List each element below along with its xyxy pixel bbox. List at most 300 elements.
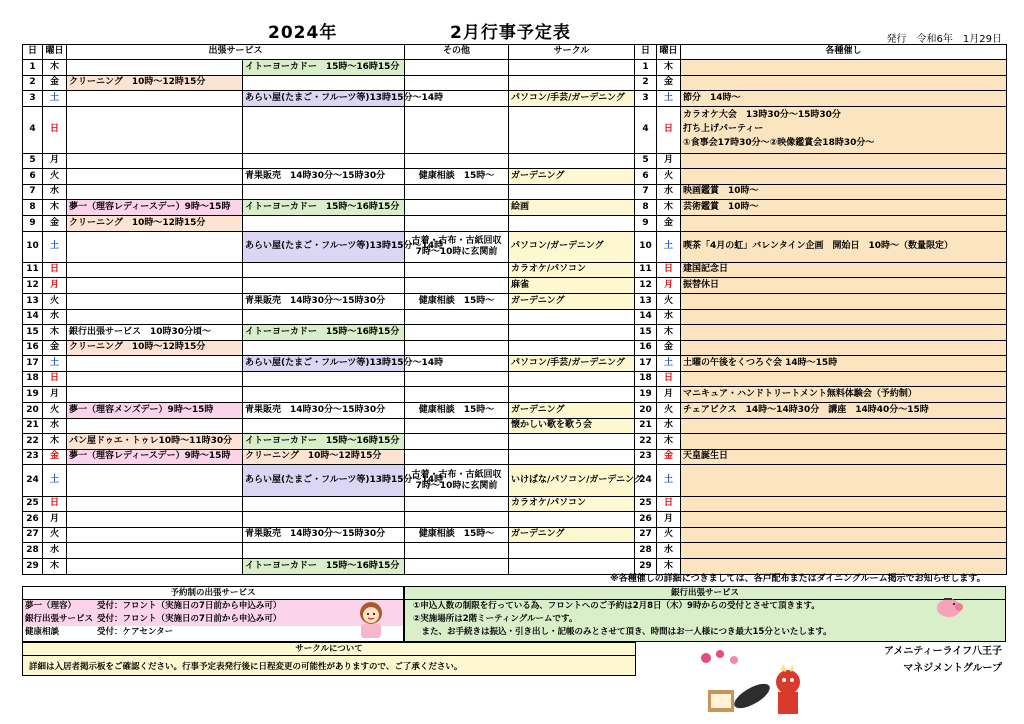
weekday-cell: 月 <box>657 153 681 169</box>
other-cell <box>405 106 509 153</box>
weekday-cell: 日 <box>657 106 681 153</box>
outreach-b-cell: あらい屋(たまご・フルーツ等)13時15分～14時 <box>243 91 405 107</box>
weekday-cell: 火 <box>657 527 681 543</box>
event-cell <box>681 293 1007 309</box>
outreach-b-cell: イトーヨーカドー 15時～16時15分 <box>243 434 405 450</box>
other-cell <box>405 512 509 528</box>
day-cell: 20 <box>23 403 43 419</box>
event-cell <box>681 60 1007 76</box>
day-cell: 13 <box>23 293 43 309</box>
outreach-a-cell: 夢一（理容メンズデー）9時～15時 <box>67 403 243 419</box>
event-cell: マニキュア・ハンドトリートメント無料体験会（予約制） <box>681 387 1007 403</box>
table-row <box>23 60 1007 76</box>
day-cell: 25 <box>23 496 43 512</box>
col-weekday: 曜日 <box>43 45 67 60</box>
weekday-cell: 水 <box>657 309 681 325</box>
event-cell: 建国記念日 <box>681 262 1007 278</box>
other-cell <box>405 262 509 278</box>
table-row <box>23 449 1007 465</box>
table-row <box>23 496 1007 512</box>
day-cell: 13 <box>635 293 657 309</box>
weekday-cell: 月 <box>657 387 681 403</box>
other-cell <box>405 325 509 341</box>
weekday-cell: 土 <box>657 465 681 496</box>
event-cell <box>681 543 1007 559</box>
other-cell <box>405 215 509 231</box>
table-row <box>23 200 1007 216</box>
other-cell: 健康相談 15時～ <box>405 169 509 185</box>
circle-cell <box>509 184 635 200</box>
outreach-a-cell: パン屋ドゥエ・トゥレ10時～11時30分 <box>67 434 243 450</box>
other-cell <box>405 75 509 91</box>
weekday-cell: 木 <box>43 200 67 216</box>
other-cell <box>405 418 509 434</box>
day-cell: 29 <box>635 559 657 575</box>
table-row <box>23 387 1007 403</box>
weekday-cell: 木 <box>657 559 681 575</box>
day-cell: 26 <box>23 512 43 528</box>
outreach-a-cell <box>67 465 243 496</box>
bank-title: 銀行出張サービス <box>405 587 1005 600</box>
col-other: その他 <box>405 45 509 60</box>
day-cell: 2 <box>23 75 43 91</box>
table-row <box>23 153 1007 169</box>
bank-line: ①申込人数の制限を行っている為、フロントへのご予約は2月8日（木）9時からの受付とさせて頂きます。 <box>413 601 820 611</box>
day-cell: 23 <box>23 449 43 465</box>
other-cell <box>405 434 509 450</box>
day-cell: 16 <box>23 340 43 356</box>
table-row <box>23 278 1007 294</box>
other-cell <box>405 278 509 294</box>
other-cell <box>405 153 509 169</box>
weekday-cell: 土 <box>657 91 681 107</box>
day-cell: 19 <box>23 387 43 403</box>
outreach-a-cell <box>67 387 243 403</box>
weekday-cell: 土 <box>43 356 67 372</box>
outreach-b-cell: クリーニング 10時～12時15分 <box>243 449 405 465</box>
weekday-cell: 木 <box>657 60 681 76</box>
other-cell <box>405 496 509 512</box>
weekday-cell: 日 <box>657 262 681 278</box>
weekday-cell: 金 <box>657 75 681 91</box>
weekday-cell: 火 <box>43 403 67 419</box>
circle-cell: カラオケ/パソコン <box>509 262 635 278</box>
event-cell: 振替休日 <box>681 278 1007 294</box>
weekday-cell: 日 <box>657 371 681 387</box>
outreach-a-cell: 夢一（理容レディースデー）9時～15時 <box>67 200 243 216</box>
day-cell: 3 <box>23 91 43 107</box>
day-cell: 2 <box>635 75 657 91</box>
table-row <box>23 512 1007 528</box>
circle-cell: ガーデニング <box>509 169 635 185</box>
event-cell <box>681 309 1007 325</box>
day-cell: 21 <box>635 418 657 434</box>
weekday-cell: 水 <box>657 184 681 200</box>
weekday-cell: 木 <box>43 325 67 341</box>
col-events: 各種催し <box>681 45 1007 60</box>
weekday-cell: 月 <box>43 387 67 403</box>
weekday-cell: 土 <box>43 91 67 107</box>
day-cell: 1 <box>23 60 43 76</box>
weekday-cell: 月 <box>43 153 67 169</box>
table-row <box>23 527 1007 543</box>
reservation-box <box>22 586 404 642</box>
event-cell <box>681 153 1007 169</box>
day-cell: 5 <box>635 153 657 169</box>
table-row <box>23 543 1007 559</box>
outreach-a-cell: クリーニング 10時～12時15分 <box>67 340 243 356</box>
outreach-a-cell <box>67 91 243 107</box>
table-row <box>23 340 1007 356</box>
weekday-cell: 金 <box>43 75 67 91</box>
circle-cell <box>509 309 635 325</box>
outreach-b-cell: あらい屋(たまご・フルーツ等)13時15分～14時 <box>243 465 405 496</box>
circle-cell: 麻雀 <box>509 278 635 294</box>
table-row <box>23 184 1007 200</box>
circle-cell <box>509 512 635 528</box>
table-row <box>23 371 1007 387</box>
outreach-b-cell <box>243 340 405 356</box>
other-cell: 古着・古布・古紙回収 7時～10時に玄関前 <box>405 465 509 496</box>
outreach-a-cell <box>67 418 243 434</box>
outreach-b-cell <box>243 512 405 528</box>
circle-cell <box>509 75 635 91</box>
day-cell: 6 <box>23 169 43 185</box>
other-cell <box>405 309 509 325</box>
outreach-a-cell <box>67 496 243 512</box>
day-cell: 9 <box>635 215 657 231</box>
day-cell: 7 <box>23 184 43 200</box>
day-cell: 6 <box>635 169 657 185</box>
bank-box <box>404 586 1006 642</box>
day-cell: 1 <box>635 60 657 76</box>
weekday-cell: 土 <box>43 465 67 496</box>
circle-cell <box>509 371 635 387</box>
weekday-cell: 金 <box>657 449 681 465</box>
other-cell: 古着・古布・古紙回収 7時～10時に玄関前 <box>405 231 509 262</box>
circle-cell <box>509 325 635 341</box>
event-cell <box>681 527 1007 543</box>
col-circle: サークル <box>509 45 635 60</box>
circle-cell <box>509 387 635 403</box>
weekday-cell: 木 <box>43 559 67 575</box>
circle-cell <box>509 215 635 231</box>
other-cell <box>405 387 509 403</box>
day-cell: 9 <box>23 215 43 231</box>
bank-line: また、お手続きは振込・引き出し・記帳のみとさせて頂き、時間はお一人様につき最大15分といたします。 <box>413 627 832 637</box>
event-cell: 土曜の午後をくつろぐ会 14時～15時 <box>681 356 1007 372</box>
weekday-cell: 金 <box>43 340 67 356</box>
day-cell: 20 <box>635 403 657 419</box>
outreach-a-cell: クリーニング 10時～12時15分 <box>67 215 243 231</box>
other-cell <box>405 543 509 559</box>
weekday-cell: 火 <box>657 293 681 309</box>
weekday-cell: 金 <box>657 215 681 231</box>
table-header <box>23 45 1007 60</box>
weekday-cell: 水 <box>43 309 67 325</box>
outreach-b-cell <box>243 184 405 200</box>
weekday-cell: 月 <box>657 512 681 528</box>
day-cell: 28 <box>635 543 657 559</box>
outreach-a-cell <box>67 231 243 262</box>
circle-cell <box>509 543 635 559</box>
events-note: ※各種催しの詳細につきましては、各戸配布またはダイニングルーム掲示でお知らせします。 <box>610 574 986 584</box>
outreach-b-cell: 青果販売 14時30分～15時30分 <box>243 403 405 419</box>
weekday-cell: 土 <box>657 356 681 372</box>
day-cell: 11 <box>635 262 657 278</box>
company-name: アメニティーライフ八王子 <box>884 646 1002 657</box>
weekday-cell: 火 <box>43 527 67 543</box>
circle-cell <box>509 449 635 465</box>
day-cell: 19 <box>635 387 657 403</box>
company-group: マネジメントグループ <box>903 663 1002 674</box>
day-cell: 15 <box>635 325 657 341</box>
outreach-a-cell <box>67 184 243 200</box>
weekday-cell: 金 <box>43 449 67 465</box>
outreach-b-cell <box>243 262 405 278</box>
event-cell <box>681 465 1007 496</box>
day-cell: 17 <box>23 356 43 372</box>
day-cell: 10 <box>635 231 657 262</box>
bank-line: ②実施場所は2階ミーティングルームです。 <box>413 614 578 624</box>
other-cell <box>405 449 509 465</box>
outreach-a-cell <box>67 356 243 372</box>
table-row <box>23 465 1007 496</box>
weekday-cell: 木 <box>43 60 67 76</box>
day-cell: 29 <box>23 559 43 575</box>
day-cell: 7 <box>635 184 657 200</box>
other-cell: 健康相談 15時～ <box>405 527 509 543</box>
outreach-b-cell <box>243 215 405 231</box>
table-row <box>23 262 1007 278</box>
other-cell: 健康相談 15時～ <box>405 293 509 309</box>
weekday-cell: 水 <box>43 543 67 559</box>
day-cell: 26 <box>635 512 657 528</box>
circle-info-box <box>22 642 636 676</box>
reservation-title: 予約制の出張サービス <box>23 587 403 600</box>
weekday-cell: 水 <box>43 184 67 200</box>
other-cell <box>405 200 509 216</box>
outreach-b-cell <box>243 387 405 403</box>
outreach-b-cell: イトーヨーカドー 15時～16時15分 <box>243 325 405 341</box>
outreach-a-cell <box>67 559 243 575</box>
outreach-a-cell <box>67 106 243 153</box>
other-cell <box>405 559 509 575</box>
year-title: 2024年 <box>268 23 338 43</box>
circle-cell: カラオケ/パソコン <box>509 496 635 512</box>
weekday-cell: 木 <box>43 434 67 450</box>
table-row <box>23 231 1007 262</box>
page-title: 2月行事予定表 <box>450 23 571 43</box>
outreach-a-cell: クリーニング 10時～12時15分 <box>67 75 243 91</box>
event-cell <box>681 496 1007 512</box>
reservation-row: 夢一（理容） 受付：フロント（実施日の7日前から申込み可） <box>23 600 403 613</box>
day-cell: 24 <box>23 465 43 496</box>
outreach-b-cell <box>243 496 405 512</box>
day-cell: 12 <box>635 278 657 294</box>
weekday-cell: 火 <box>657 169 681 185</box>
event-cell <box>681 512 1007 528</box>
outreach-a-cell <box>67 262 243 278</box>
col-day-2: 日 <box>635 45 657 60</box>
circle-cell: ガーデニング <box>509 403 635 419</box>
outreach-b-cell: 青果販売 14時30分～15時30分 <box>243 293 405 309</box>
event-cell: チェアビクス 14時～14時30分 講座 14時40分～15時 <box>681 403 1007 419</box>
table-row <box>23 169 1007 185</box>
day-cell: 11 <box>23 262 43 278</box>
outreach-a-cell <box>67 60 243 76</box>
outreach-b-cell <box>243 153 405 169</box>
weekday-cell: 土 <box>43 231 67 262</box>
outreach-b-cell: あらい屋(たまご・フルーツ等)13時15分～14時 <box>243 231 405 262</box>
weekday-cell: 水 <box>657 418 681 434</box>
outreach-b-cell <box>243 309 405 325</box>
day-cell: 16 <box>635 340 657 356</box>
day-cell: 22 <box>23 434 43 450</box>
weekday-cell: 木 <box>657 434 681 450</box>
event-cell <box>681 325 1007 341</box>
reservation-row: 銀行出張サービス 受付：フロント（実施日の7日前から申込み可） <box>23 613 403 626</box>
col-outreach: 出張サービス <box>67 45 405 60</box>
outreach-a-cell <box>67 512 243 528</box>
day-cell: 23 <box>635 449 657 465</box>
reservation-row: 健康相談 受付：ケアセンター <box>25 627 174 637</box>
outreach-b-cell: あらい屋(たまご・フルーツ等)13時15分～14時 <box>243 356 405 372</box>
weekday-cell: 水 <box>43 418 67 434</box>
day-cell: 14 <box>23 309 43 325</box>
circle-cell: パソコン/手芸/ガーデニング <box>509 91 635 107</box>
outreach-a-cell <box>67 543 243 559</box>
day-cell: 22 <box>635 434 657 450</box>
day-cell: 27 <box>635 527 657 543</box>
col-weekday-2: 曜日 <box>657 45 681 60</box>
outreach-b-cell <box>243 278 405 294</box>
circle-cell <box>509 340 635 356</box>
event-cell: 芸術鑑賞 10時～ <box>681 200 1007 216</box>
circle-cell: いけばな/パソコン/ガーデニング <box>509 465 635 496</box>
piggy-bank-icon <box>933 595 965 619</box>
outreach-a-cell <box>67 371 243 387</box>
day-cell: 18 <box>635 371 657 387</box>
outreach-b-cell: 青果販売 14時30分～15時30分 <box>243 527 405 543</box>
day-cell: 4 <box>23 106 43 153</box>
day-cell: 21 <box>23 418 43 434</box>
day-cell: 17 <box>635 356 657 372</box>
table-row <box>23 325 1007 341</box>
outreach-a-cell <box>67 169 243 185</box>
day-cell: 18 <box>23 371 43 387</box>
event-cell <box>681 371 1007 387</box>
table-row <box>23 293 1007 309</box>
event-cell <box>681 434 1007 450</box>
outreach-a-cell: 夢一（理容レディースデー）9時～15時 <box>67 449 243 465</box>
outreach-b-cell: イトーヨーカドー 15時～16時15分 <box>243 60 405 76</box>
weekday-cell: 金 <box>657 340 681 356</box>
weekday-cell: 日 <box>43 371 67 387</box>
day-cell: 8 <box>635 200 657 216</box>
day-cell: 12 <box>23 278 43 294</box>
caregiver-illustration-icon <box>353 599 389 639</box>
outreach-a-cell <box>67 309 243 325</box>
table-row <box>23 418 1007 434</box>
outreach-b-cell: イトーヨーカドー 15時～16時15分 <box>243 559 405 575</box>
event-cell: 喫茶「4月の虹」バレンタイン企画 開始日 10時～（数量限定） <box>681 231 1007 262</box>
table-row <box>23 91 1007 107</box>
weekday-cell: 火 <box>43 169 67 185</box>
outreach-a-cell <box>67 293 243 309</box>
other-cell <box>405 371 509 387</box>
day-cell: 5 <box>23 153 43 169</box>
event-cell: 映画鑑賞 10時～ <box>681 184 1007 200</box>
outreach-b-cell <box>243 371 405 387</box>
weekday-cell: 月 <box>657 278 681 294</box>
circle-cell: ガーデニング <box>509 293 635 309</box>
setsubun-illustration-icon <box>690 646 820 718</box>
col-day: 日 <box>23 45 43 60</box>
weekday-cell: 月 <box>43 512 67 528</box>
outreach-a-cell <box>67 153 243 169</box>
outreach-b-cell: 青果販売 14時30分～15時30分 <box>243 169 405 185</box>
circle-cell: パソコン/ガーデニング <box>509 231 635 262</box>
outreach-b-cell <box>243 543 405 559</box>
circle-cell <box>509 60 635 76</box>
outreach-a-cell <box>67 278 243 294</box>
weekday-cell: 金 <box>43 215 67 231</box>
circle-cell <box>509 153 635 169</box>
day-cell: 14 <box>635 309 657 325</box>
other-cell <box>405 60 509 76</box>
outreach-a-cell <box>67 527 243 543</box>
table-row <box>23 356 1007 372</box>
circle-info-title: サークルについて <box>23 643 635 656</box>
day-cell: 24 <box>635 465 657 496</box>
event-cell <box>681 418 1007 434</box>
day-cell: 3 <box>635 91 657 107</box>
outreach-a-cell: 銀行出張サービス 10時30分頃～ <box>67 325 243 341</box>
day-cell: 4 <box>635 106 657 153</box>
weekday-cell: 月 <box>43 278 67 294</box>
outreach-b-cell <box>243 418 405 434</box>
day-cell: 25 <box>635 496 657 512</box>
circle-info-text: 詳細は入居者掲示板をご確認ください。行事予定表発行後に日程変更の可能性がありますので、ご了承ください。 <box>29 662 463 672</box>
weekday-cell: 火 <box>43 293 67 309</box>
circle-cell: 絵画 <box>509 200 635 216</box>
event-cell <box>681 75 1007 91</box>
day-cell: 28 <box>23 543 43 559</box>
event-cell <box>681 340 1007 356</box>
circle-cell: 懐かしい歌を歌う会 <box>509 418 635 434</box>
table-row <box>23 309 1007 325</box>
weekday-cell: 日 <box>657 496 681 512</box>
circle-cell: ガーデニング <box>509 527 635 543</box>
circle-cell <box>509 106 635 153</box>
outreach-b-cell <box>243 75 405 91</box>
issue-date: 発行 令和6年 1月29日 <box>886 34 1002 45</box>
schedule-table <box>22 44 1007 575</box>
other-cell <box>405 340 509 356</box>
other-cell <box>405 184 509 200</box>
weekday-cell: 土 <box>657 231 681 262</box>
event-cell: 天皇誕生日 <box>681 449 1007 465</box>
day-cell: 15 <box>23 325 43 341</box>
circle-cell <box>509 434 635 450</box>
table-row <box>23 106 1007 153</box>
day-cell: 27 <box>23 527 43 543</box>
outreach-b-cell <box>243 106 405 153</box>
event-cell <box>681 215 1007 231</box>
weekday-cell: 木 <box>657 325 681 341</box>
event-cell: カラオケ大会 13時30分～15時30分 打ち上げパーティー ①食事会17時30分～②映像鑑賞会18時30分～ <box>681 106 1007 153</box>
